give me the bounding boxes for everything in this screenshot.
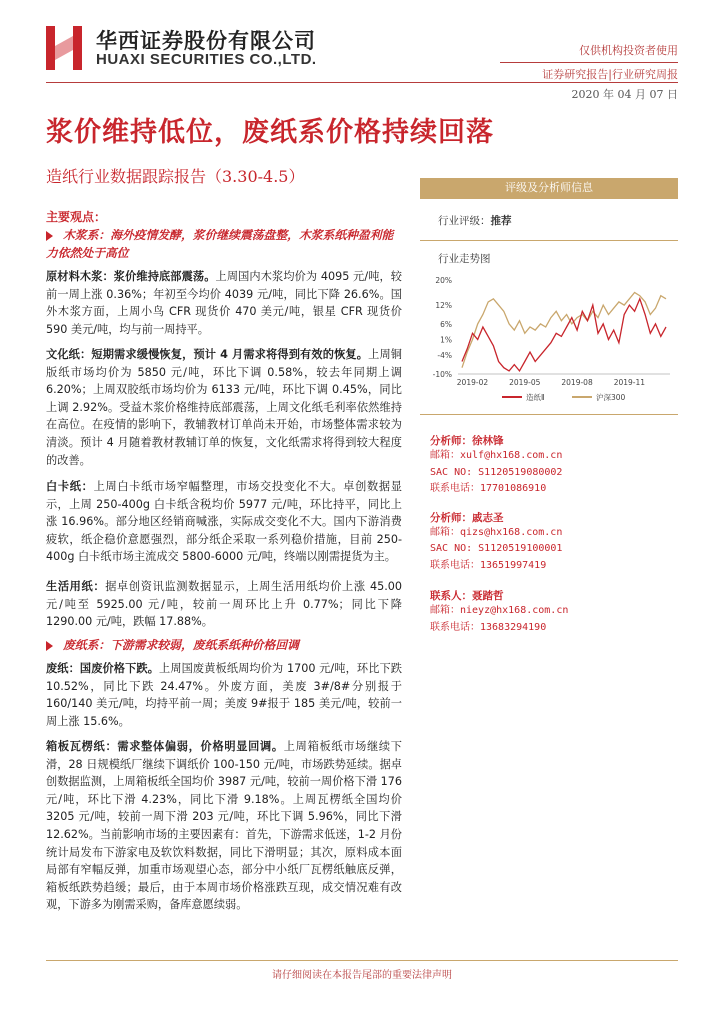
key-point-text: 废纸系：下游需求较弱，废纸系纸种价格回调 — [63, 638, 299, 652]
legend-label: 沪深300 — [596, 393, 626, 402]
header-divider — [500, 62, 678, 63]
paragraph-pulp — [46, 268, 402, 338]
trend-label: 行业走势图 — [438, 253, 491, 265]
contact-email[interactable]: 邮箱：nieyz@hx168.com.cn — [430, 605, 569, 616]
paragraph-body: 上周箱板纸市场继续下滑，28 日规模纸厂继续下调纸价 100-150 元/吨，市场跌势延续。据卓创数据监测，上周箱板纸全国均价 3987 元/吨，较前一周价格下滑 176 元/吨，环比下滑 4.23%，同比下滑 9.18%。上周瓦楞纸全国均价 3205 元/吨，较前一周下滑 203 元/吨，环比下调 5.96%，同比下滑 12.62%。当前影响市场的主要因素有：首先，下游需求低迷，1-2 月份统计局发布下游家电及软饮料数据，同比下滑明显；其次，原料成本面局部有窄幅反弹，加重市场观望心态，部分中小纸厂瓦楞纸触底反弹，箱板纸跌势趋缓；最后，由于本周市场价格涨跌互现，成交情况难有改观，下游多为刚需采购，备库意愿续弱。 — [46, 740, 402, 912]
bullet-arrow-icon — [46, 641, 53, 651]
legend-label: 造纸Ⅱ — [526, 393, 545, 402]
x-tick-label: 2019-08 — [561, 378, 593, 387]
y-tick-label: -10% — [432, 370, 452, 379]
paragraph-tissue — [46, 578, 402, 631]
sidebar-rule — [420, 198, 678, 199]
y-tick-label: -4% — [437, 351, 452, 361]
paragraph-body: 上周国废黄板纸周均价为 1700 元/吨，环比下跌 10.52%，同比下跌 24.47%。外废方面，美废 3#/8#分别报于 160/140 美元/吨，均持平前一周；美废 9#报于 185 美元/吨，较前一周上涨 15.6%。 — [46, 662, 402, 728]
y-tick-label: 1% — [440, 335, 452, 345]
analyst-sidebar — [420, 178, 678, 636]
paragraph-culture-paper — [46, 346, 402, 469]
analyst-phone: 联系电话：17701086910 — [430, 483, 547, 494]
series-line — [462, 299, 666, 371]
paragraph-lead: 文化纸：短期需求缓慢恢复，预计 4 月需求将得到有效的恢复。 — [46, 348, 369, 361]
analyst-sac: SAC NO: S1120519100001 — [430, 543, 563, 554]
x-axis — [457, 378, 645, 387]
contact-block — [430, 588, 678, 636]
bullet-arrow-icon — [46, 231, 53, 241]
y-tick-label: 20% — [435, 276, 452, 285]
paragraph-lead: 原材料木浆：浆价维持底部震荡。 — [46, 270, 216, 283]
contact-name: 联系人：聂踏哲 — [430, 590, 504, 602]
legal-notice-footer: 请仔细阅读在本报告尾部的重要法律声明 — [272, 970, 452, 981]
sidebar-heading: 评级及分析师信息 — [420, 178, 678, 198]
analyst-email[interactable]: 邮箱：qizs@hx168.com.cn — [430, 526, 563, 538]
paragraph-body: 据卓创资讯监测数据显示，上周生活用纸均价上涨 45.00 元/吨至 5925.00 元/吨，较前一周环比上升 0.77%；同比下降 1290.00 元/吨，跌幅 17.88%。 — [46, 580, 402, 629]
key-point-waste-paper — [46, 636, 402, 654]
rating-label: 行业评级： — [438, 215, 491, 227]
disclaimer-text: 仅供机构投资者使用 — [579, 44, 678, 57]
x-tick-label: 2019-02 — [456, 378, 489, 387]
analyst-name: 分析师：戚志圣 — [430, 511, 504, 524]
analyst-phone: 联系电话：13651997419 — [430, 559, 547, 571]
analyst-sac: SAC NO: S1120519080002 — [430, 466, 563, 478]
company-name-en: HUAXI SECURITIES CO.,LTD. — [96, 51, 317, 68]
paragraph-lead: 白卡纸： — [46, 480, 94, 493]
key-point-text: 木浆系：海外疫情发酵，浆价继续震荡盘整，木浆系纸种盈利能力依然处于高位 — [46, 228, 394, 260]
contact-phone: 联系电话：13683294190 — [430, 621, 547, 633]
y-tick-label: 6% — [440, 319, 452, 329]
y-axis — [433, 276, 670, 379]
y-tick-label: 12% — [435, 301, 452, 311]
analyst-block-1 — [430, 433, 678, 498]
chart-legend — [502, 392, 626, 402]
analyst-block-2 — [430, 510, 678, 575]
main-points-label: 主要观点： — [46, 210, 107, 224]
x-tick-label: 2019-11 — [613, 378, 646, 387]
series-line — [462, 293, 666, 368]
company-name-cn: 华西证券股份有限公司 — [96, 28, 316, 53]
paragraph-body: 上周白卡纸市场窄幅整理，市场交投变化不大。卓创数据显示，上周 250-400g 白卡纸含税均价 5977 元/吨，环比持平，同比上涨 16.96%。部分地区经销商喊涨，实际成交变化不大。国内下游消费疲软，纸企稳价意愿强烈，部分纸企采取一系列稳价措施，目前 250-400g 白卡纸市场主流成交 5800-6000 元/吨，终端以刚需提货为主。 — [46, 480, 402, 564]
report-title: 浆价维持低位，废纸系价格持续回落 — [46, 117, 494, 148]
footer-rule — [46, 960, 678, 961]
key-point-wood-pulp — [46, 226, 402, 262]
huaxi-logo-icon — [46, 26, 82, 70]
paragraph-lead: 废纸：国废价格下跌。 — [46, 662, 160, 675]
industry-trend-chart — [420, 272, 678, 412]
paragraph-white-board — [46, 478, 402, 566]
report-date: 2020 年 04 月 07 日 — [571, 88, 678, 101]
paragraph-lead: 生活用纸： — [46, 580, 106, 593]
sidebar-rule — [420, 240, 678, 241]
series-lines — [462, 293, 666, 371]
analyst-email[interactable]: 邮箱：xulf@hx168.com.cn — [430, 450, 563, 461]
sidebar-rule — [420, 414, 678, 415]
header-rule — [46, 82, 678, 83]
analyst-name: 分析师：徐林锋 — [430, 435, 504, 447]
paragraph-lead: 箱板瓦楞纸：需求整体偏弱，价格明显回调。 — [46, 740, 284, 753]
report-category: 证券研究报告|行业研究周报 — [542, 68, 678, 81]
paragraph-body: 上周国内木浆均价为 4095 元/吨，较前一周上涨 0.36%；年初至今均价 4039 元/吨，同比下降 26.6%。国外木浆方面，上周小鸟 CFR 现货价 470 美元/吨，银星 CFR 现货价 590 美元/吨，均与前一周持平。 — [46, 270, 402, 336]
x-tick-label: 2019-05 — [509, 378, 541, 387]
industry-rating — [438, 213, 678, 228]
paragraph-waste-paper — [46, 660, 402, 730]
paragraph-body: 上周铜版纸市场均价为 5850 元/吨，环比下调 0.58%，较去年同期上调 6.20%；上周双胶纸市场均价为 6133 元/吨，环比下调 0.45%，同比上调 2.92%。受益木浆价格维持底部震荡，上周文化纸毛利率依然维持在高位。在疫情的影响下，教辅教材订单尚未开始，市场整体需求较为清淡。预计 4 月随着教材教辅订单的恢复，文化纸需求将得到较大程度的改善。 — [46, 348, 402, 467]
rating-value: 推荐 — [490, 215, 512, 227]
paragraph-containerboard — [46, 738, 402, 914]
report-subtitle: 造纸行业数据跟踪报告（3.30-4.5） — [46, 167, 305, 186]
